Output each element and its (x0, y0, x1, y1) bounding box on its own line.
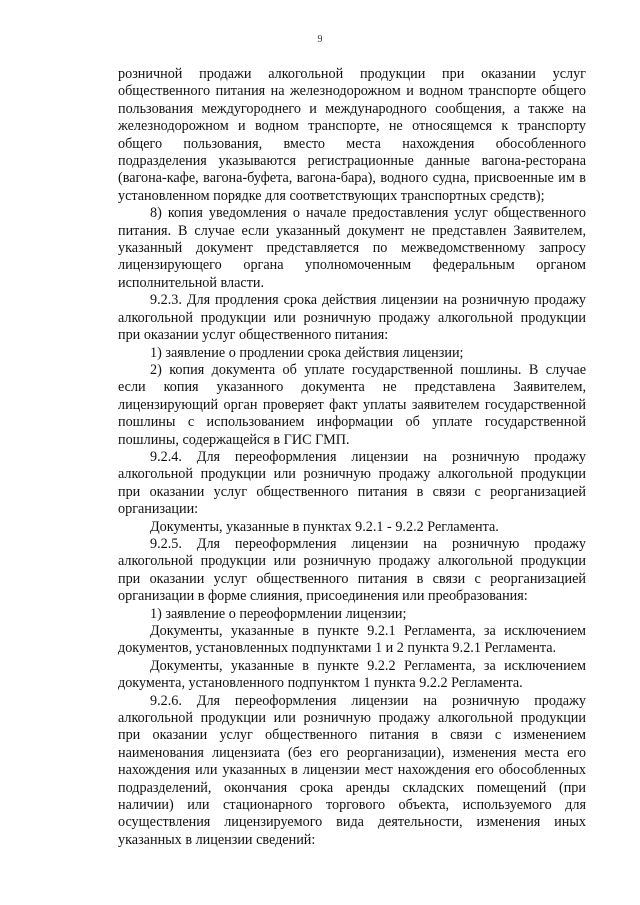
paragraph-9-2-5-documents-b: Документы, указанные в пункте 9.2.2 Регламента, за исключением документа, установленного подпунктом 1 пункта 9.2.2 Регламента. (118, 657, 586, 692)
paragraph-9-2-3-item-2: 2) копия документа об уплате государственной пошлины. В случае если копия указанного документа не представлена Заявителем, лицензирующий орган проверяет факт уплаты заявителем государственной пошлины с использованием информации об уплате государственной пошлины, содержащейся в ГИС ГМП. (118, 361, 586, 448)
paragraph-9-2-5-documents-a: Документы, указанные в пункте 9.2.1 Регламента, за исключением документов, установленных подпунктами 1 и 2 пункта 9.2.1 Регламента. (118, 623, 586, 657)
paragraph-9-2-4-documents: Документы, указанные в пунктах 9.2.1 - 9.2.2 Регламента. (150, 518, 499, 535)
paragraph-9-2-5: 9.2.5. Для переоформления лицензии на розничную продажу алкогольной продукции или розничную продажу алкогольной продукции при оказании услуг общественного питания в связи с реорганизацией организации в форме слияния, присоединения или преобразования: (118, 535, 586, 605)
page-number: 9 (317, 34, 323, 45)
paragraph-item-8: 8) копия уведомления о начале предоставления услуг общественного питания. В случае если указанный документ не представлен Заявителем, указанный документ представляется по межведомственному запросу лицензирующего органа уполномоченным федеральным органом исполнительной власти. (118, 205, 586, 291)
document-body (118, 66, 586, 849)
paragraph-9-2-3-item-1: 1) заявление о продлении срока действия лицензии; (150, 344, 464, 361)
paragraph-9-2-3: 9.2.3. Для продления срока действия лицензии на розничную продажу алкогольной продукции или розничную продажу алкогольной продукции при оказании услуг общественного питания: (118, 292, 586, 344)
paragraph-9-2-5-item-1: 1) заявление о переоформлении лицензии; (150, 605, 407, 622)
paragraph-continuation: розничной продажи алкогольной продукции при оказании услуг общественного питания на железнодорожном и водном транспорте общего пользования междугороднего и международного сообщения, а также на железнодорожном и водном транспорте, не относящемся к транспорту общего пользования, вместо места нахождения обособленного подразделения указываются регистрационные данные вагона-ресторана (вагона-кафе, вагона-буфета, вагона-бара), водного судна, присвоенные им в установленном порядке для соответствующих транспортных средств); (118, 66, 586, 204)
paragraph-9-2-6: 9.2.6. Для переоформления лицензии на розничную продажу алкогольной продукции или розничную продажу алкогольной продукции при оказании услуг общественного питания в связи с изменением наименования лицензиата (без его реорганизации), изменения места его нахождения или указанных в лицензии мест нахождения его обособленных подразделений, окончания срока аренды складских помещений (при наличии) или стационарного торгового объекта, используемого для осуществления лицензируемого вида деятельности, изменения иных указанных в лицензии сведений: (118, 692, 586, 848)
paragraph-9-2-4: 9.2.4. Для переоформления лицензии на розничную продажу алкогольной продукции или розничную продажу алкогольной продукции при оказании услуг общественного питания в связи с реорганизацией организации: (118, 448, 586, 518)
